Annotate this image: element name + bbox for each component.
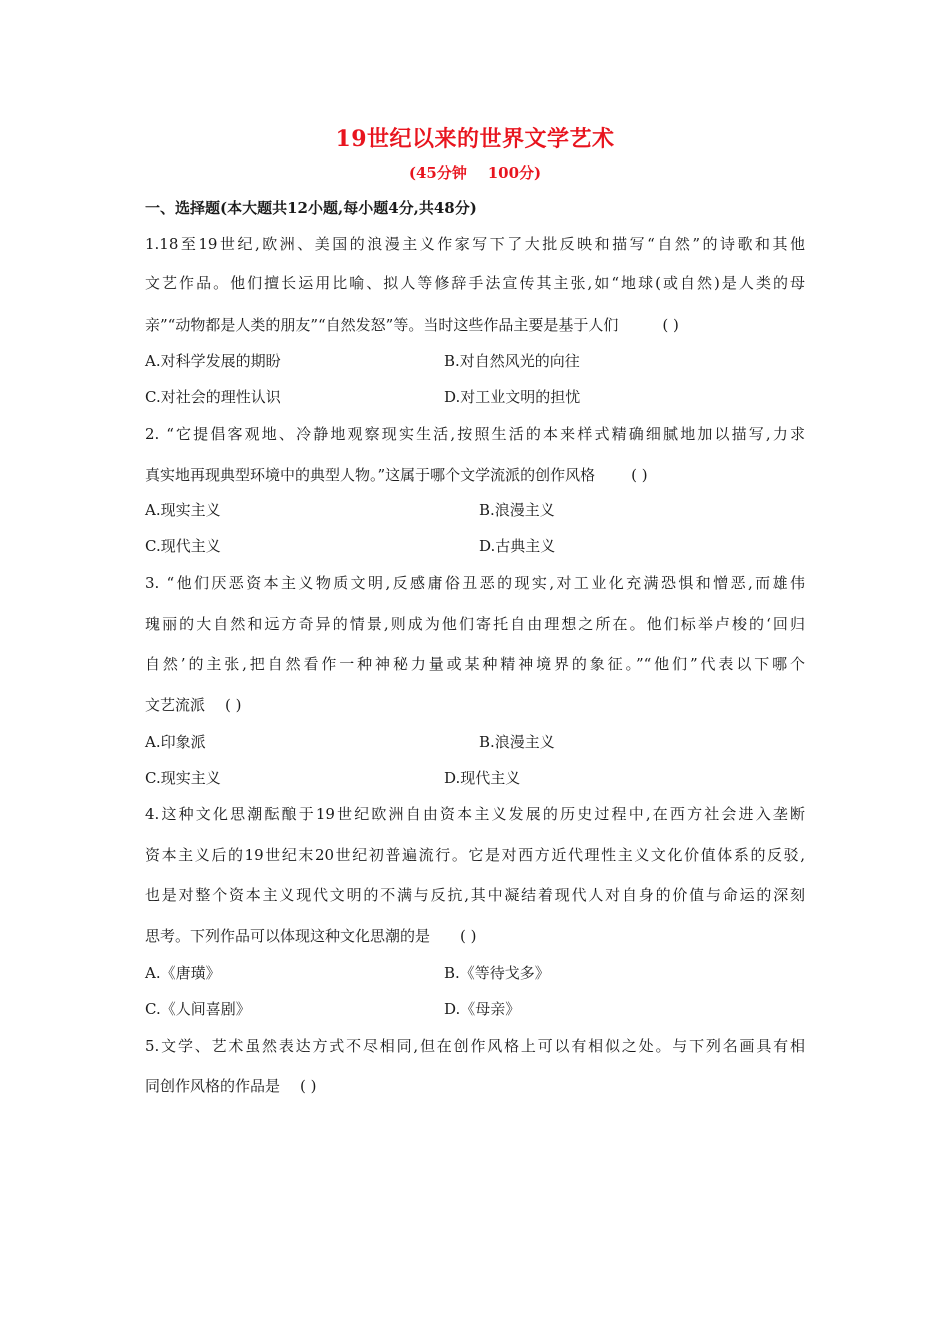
question-4-option-a: A.《唐璜》 xyxy=(145,964,221,982)
question-2-option-d: D.古典主义 xyxy=(479,537,556,555)
question-2-option-b: B.浪漫主义 xyxy=(479,501,555,519)
question-3-option-b: B.浪漫主义 xyxy=(479,733,555,751)
question-4-option-b: B.《等待戈多》 xyxy=(444,964,550,982)
page-subtitle: (45分钟 100分) xyxy=(408,164,542,182)
question-1-stem-end: 亲”“动物都是人类的朋友”“自然发怒”等。当时这些作品主要是基于人们 xyxy=(145,316,619,334)
question-1-option-b: B.对自然风光的向往 xyxy=(444,352,580,370)
answer-paren: ( ) xyxy=(300,1077,317,1095)
question-4-option-d: D.《母亲》 xyxy=(444,1000,521,1018)
answer-paren: ( ) xyxy=(631,466,648,484)
question-3-line-2: 瑰丽的大自然和远方奇异的情景,则成为他们寄托自由理想之所在。他们标举卢梭的‘回归 xyxy=(145,615,805,633)
question-1-line-2: 文艺作品。他们擅长运用比喻、拟人等修辞手法宣传其主张,如“地球(或自然)是人类的母 xyxy=(145,274,805,292)
question-5-stem-end: 同创作风格的作品是 xyxy=(145,1077,281,1095)
answer-paren: ( ) xyxy=(460,927,477,945)
question-5-line-1: 5.文学、艺术虽然表达方式不尽相同,但在创作风格上可以有相似之处。与下列名画具有相 xyxy=(145,1037,805,1055)
question-2-line-2 xyxy=(145,465,648,485)
question-2-stem-end: 真实地再现典型环境中的典型人物。”这属于哪个文学流派的创作风格 xyxy=(145,466,596,484)
question-4-stem-end: 思考。下列作品可以体现这种文化思潮的是 xyxy=(145,927,431,945)
page-title: 19世纪以来的世界文学艺术 xyxy=(335,126,615,152)
section-heading: 一、选择题(本大题共12小题,每小题4分,共48分) xyxy=(145,199,477,217)
question-3-option-a: A.印象派 xyxy=(145,733,206,751)
question-3-stem-end: 文艺流派 xyxy=(145,696,206,714)
question-1-option-a: A.对科学发展的期盼 xyxy=(145,352,281,370)
question-2-option-a: A.现实主义 xyxy=(145,501,221,519)
question-4-line-3: 也是对整个资本主义现代文明的不满与反抗,其中凝结着现代人对自身的价值与命运的深刻 xyxy=(145,886,805,904)
question-2-line-1: 2. “它提倡客观地、冷静地观察现实生活,按照生活的本来样式精确细腻地加以描写,力求 xyxy=(145,425,805,443)
question-5-line-2 xyxy=(145,1076,317,1096)
question-4-line-1: 4.这种文化思潮酝酿于19世纪欧洲自由资本主义发展的历史过程中,在西方社会进入垄断 xyxy=(145,805,805,823)
answer-paren: ( ) xyxy=(225,696,242,714)
question-3-option-c: C.现实主义 xyxy=(145,769,221,787)
answer-paren: ( ) xyxy=(662,316,679,334)
question-4-line-2: 资本主义后的19世纪末20世纪初普遍流行。它是对西方近代理性主义文化价值体系的反驳, xyxy=(145,846,805,864)
question-2-option-c: C.现代主义 xyxy=(145,537,221,555)
question-1-option-d: D.对工业文明的担忧 xyxy=(444,388,581,406)
question-1-option-c: C.对社会的理性认识 xyxy=(145,388,281,406)
question-1-line-3 xyxy=(145,315,679,335)
question-4-option-c: C.《人间喜剧》 xyxy=(145,1000,251,1018)
question-3-line-3: 自然’的主张,把自然看作一种神秘力量或某种精神境界的象征。”“他们”代表以下哪个 xyxy=(145,655,805,673)
question-4-line-4 xyxy=(145,926,477,946)
question-1-line-1: 1.18至19世纪,欧洲、美国的浪漫主义作家写下了大批反映和描写“自然”的诗歌和其他 xyxy=(145,235,805,253)
question-3-option-d: D.现代主义 xyxy=(444,769,521,787)
question-3-line-1: 3. “他们厌恶资本主义物质文明,反感庸俗丑恶的现实,对工业化充满恐惧和憎恶,而雄伟 xyxy=(145,574,805,592)
question-3-line-4 xyxy=(145,695,242,715)
